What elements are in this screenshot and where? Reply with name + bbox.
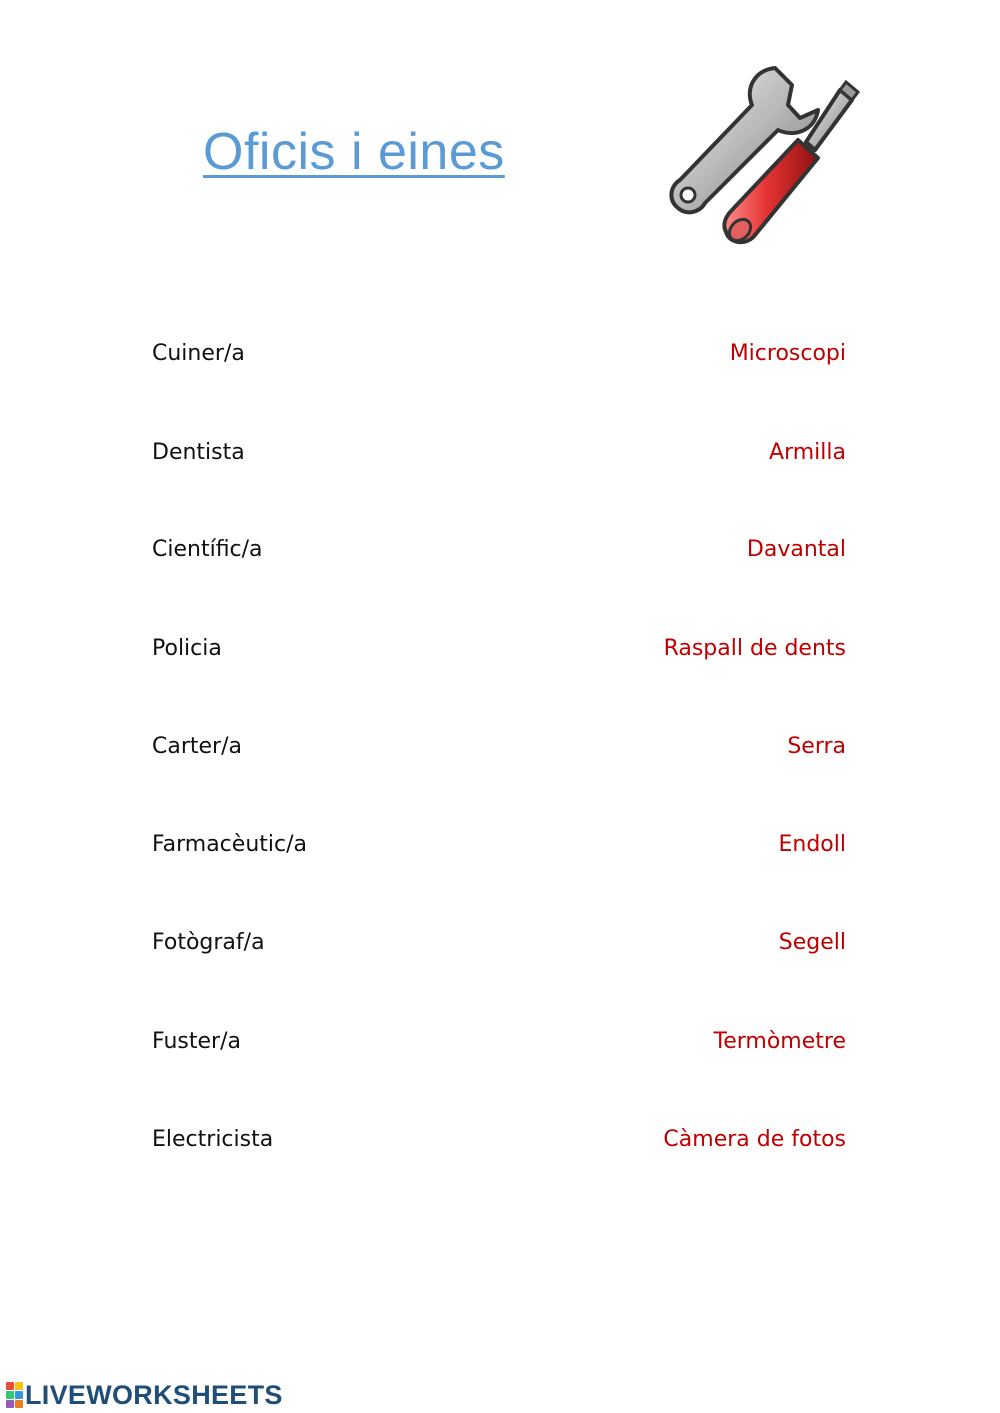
- liveworksheets-logo[interactable]: [6, 1380, 283, 1410]
- job-label: Fotògraf/a: [152, 929, 265, 955]
- job-label: Fuster/a: [152, 1028, 241, 1054]
- logo-blocks-icon: [6, 1382, 23, 1408]
- list-item: [152, 1122, 846, 1156]
- tool-label: Càmera de fotos: [663, 1126, 846, 1152]
- job-label: Farmacèutic/a: [152, 831, 307, 857]
- brand-name: LIVEWORKSHEETS: [25, 1379, 283, 1410]
- tool-label: Raspall de dents: [663, 635, 846, 661]
- list-item: [152, 435, 846, 469]
- tool-label: Termòmetre: [713, 1028, 846, 1054]
- job-label: Dentista: [152, 439, 245, 465]
- tool-label: Segell: [778, 929, 846, 955]
- job-label: Científic/a: [152, 536, 263, 562]
- job-label: Carter/a: [152, 733, 242, 759]
- list-item: [152, 336, 846, 370]
- tool-label: Davantal: [746, 536, 846, 562]
- list-item: [152, 1024, 846, 1058]
- list-item: [152, 631, 846, 665]
- tool-label: Microscopi: [729, 340, 846, 366]
- page-title: Oficis i eines: [203, 123, 505, 181]
- job-label: Policia: [152, 635, 222, 661]
- tool-label: Armilla: [769, 439, 846, 465]
- tool-label: Serra: [787, 733, 846, 759]
- job-label: Electricista: [152, 1126, 274, 1152]
- wrench-screwdriver-icon: [660, 60, 860, 255]
- job-label: Cuiner/a: [152, 340, 245, 366]
- list-item: [152, 729, 846, 763]
- tool-label: Endoll: [778, 831, 846, 857]
- list-item: [152, 532, 846, 566]
- list-item: [152, 827, 846, 861]
- list-item: [152, 925, 846, 959]
